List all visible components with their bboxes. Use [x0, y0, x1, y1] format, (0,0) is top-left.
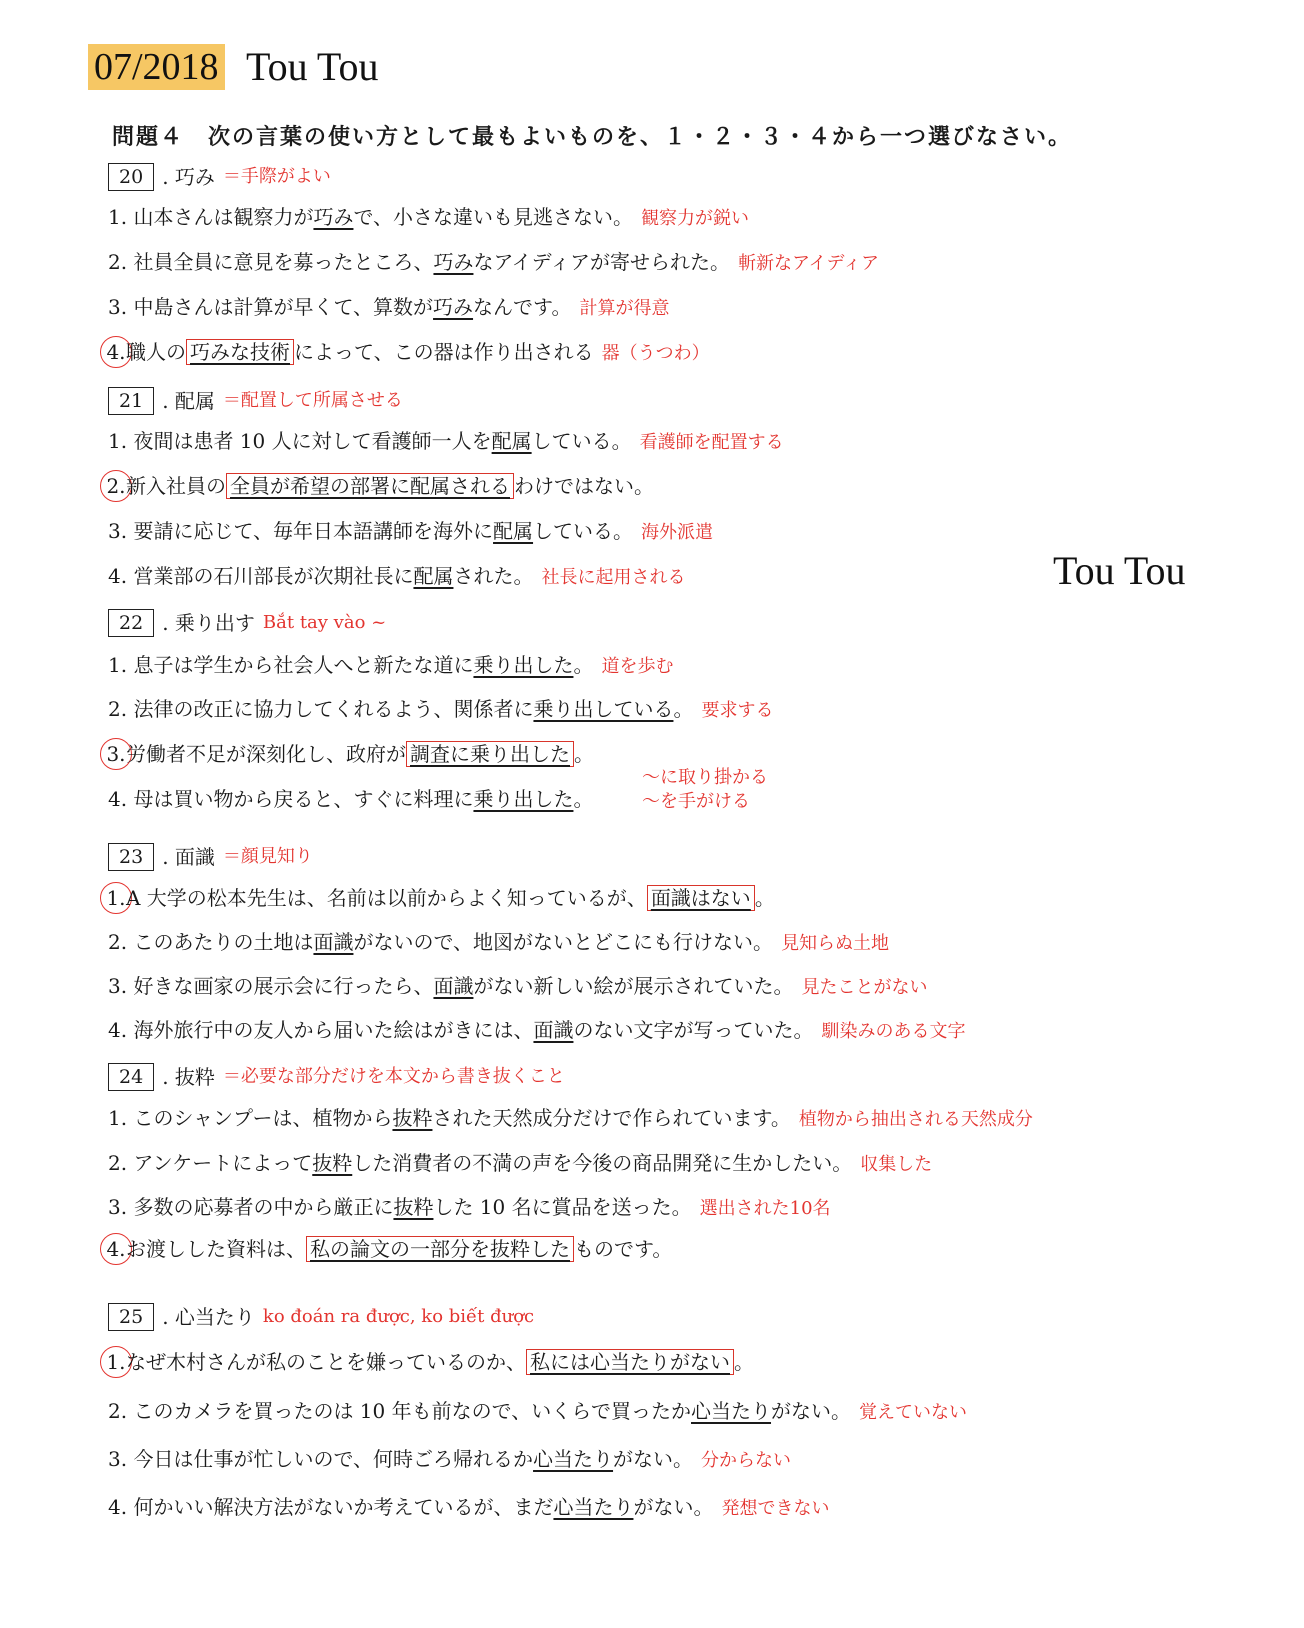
text-segment: 1. 息子は学生から社会人へと新たな道に [108, 653, 474, 677]
q25-option-4 [108, 1490, 829, 1524]
text-segment: 4. 営業部の石川部長が次期社長に [108, 564, 414, 588]
text-segment: なんです。 [473, 295, 572, 319]
text-segment: 看護師を配置する [639, 432, 784, 453]
text-segment: した消費者の不満の声を今後の商品開発に生かしたい。 [352, 1151, 853, 1175]
author-label: Tou Tou [246, 44, 379, 89]
text-segment: ものです。 [574, 1237, 673, 1261]
question-instructions: 問題４ 次の言葉の使い方として最もよいものを、１・２・３・４から一つ選びなさい。 [112, 124, 1073, 150]
text-segment: 植物から抽出される天然成分 [798, 1109, 1033, 1130]
text-segment: 発想できない [721, 1498, 830, 1519]
answer-box: 全員が希望の部署に配属される [226, 473, 514, 499]
text-segment: 3. 要請に応じて、毎年日本語講師を海外に [108, 519, 494, 543]
text-segment: した 10 名に賞品を送った。 [433, 1195, 692, 1219]
text-segment: 巧み [313, 205, 354, 229]
answer-box: 面識はない [647, 885, 755, 911]
q21-option-2-answer [108, 469, 654, 503]
text-segment: お渡しした資料は、 [126, 1237, 306, 1261]
q24-option-1 [108, 1101, 1033, 1135]
text-segment: 乗り出した [473, 787, 574, 811]
answer-circle: 1. [100, 1346, 132, 1378]
question-24-header [108, 1058, 565, 1092]
text-segment: 抜粋 [393, 1195, 434, 1219]
text-segment: 。 [573, 653, 594, 677]
text-segment: 社長に起用される [541, 567, 686, 588]
text-segment: 職人の [126, 340, 186, 364]
question-25-header [108, 1298, 534, 1332]
text-segment: された天然成分だけで作られています。 [432, 1106, 791, 1130]
text-segment: 1. 山本さんは観察力が [108, 205, 314, 229]
question-number: 25 [108, 1303, 154, 1331]
q23-option-4 [108, 1013, 965, 1047]
text-segment: A 大学の松本先生は、名前は以前からよく知っているが、 [126, 886, 647, 910]
text-segment: 要求する [701, 700, 774, 721]
text-segment: 面識 [433, 974, 474, 998]
text-segment: 巧み [433, 250, 474, 274]
q22-note-b: ～を手がける [642, 791, 750, 812]
text-segment: 選出された10名 [699, 1198, 831, 1219]
q22-option-4 [108, 782, 593, 816]
vocab-word: . 乗り出す [162, 610, 255, 635]
text-segment: 3. 中島さんは計算が早くて、算数が [108, 295, 434, 319]
question-number: 23 [108, 843, 154, 871]
question-20-header [108, 158, 331, 192]
question-23-header [108, 838, 313, 872]
text-segment: 。 [673, 697, 694, 721]
answer-box: 調査に乗り出した [406, 741, 574, 767]
definition-note: Bắt tay vào ~ [262, 611, 387, 633]
text-segment: 分からない [701, 1450, 792, 1471]
text-segment: 配属 [493, 519, 534, 543]
definition-note: ＝配置して所属させる [222, 389, 403, 411]
text-segment: がない。 [613, 1447, 694, 1471]
text-segment: している。 [531, 429, 632, 453]
text-segment: 4. 海外旅行中の友人から届いた絵はがきには、 [108, 1018, 534, 1042]
vocab-word: . 面識 [162, 844, 215, 869]
text-segment: によって、この器は作り出される [294, 340, 594, 364]
text-segment: がない。 [771, 1399, 852, 1423]
q20-option-3 [108, 290, 669, 324]
text-segment: 斬新なアイディア [738, 253, 880, 274]
question-number: 24 [108, 1063, 154, 1091]
text-segment: 馴染みのある文字 [821, 1021, 966, 1042]
text-segment: 配属 [413, 564, 454, 588]
text-segment: 覚えていない [859, 1402, 968, 1423]
q24-option-3 [108, 1190, 831, 1224]
watermark-label: Tou Tou [1053, 548, 1186, 593]
q21-option-1 [108, 424, 784, 458]
answer-circle: 4. [100, 1233, 132, 1265]
text-segment: 器（うつわ） [601, 343, 710, 364]
q21-option-4 [108, 559, 685, 593]
text-segment: 観察力が鋭い [641, 208, 750, 229]
text-segment: 。 [754, 886, 775, 910]
text-segment: 心当たり [691, 1399, 772, 1423]
text-segment: 見たことがない [801, 977, 928, 998]
date-label: 07/2018 [88, 44, 225, 90]
q24-option-4-answer [108, 1232, 672, 1266]
text-segment: 見知らぬ土地 [781, 933, 890, 954]
vocab-word: . 配属 [162, 388, 215, 413]
text-segment: がない。 [633, 1495, 714, 1519]
answer-circle: 1. [100, 882, 132, 914]
text-segment: わけではない。 [514, 474, 654, 498]
q22-note-a: ～に取り掛かる [642, 767, 768, 788]
text-segment: 。 [734, 1350, 754, 1374]
text-segment: 面識 [313, 930, 354, 954]
text-segment: された。 [453, 564, 534, 588]
text-segment: がないので、地図がないとどこにも行けない。 [353, 930, 774, 954]
text-segment: なぜ木村さんが私のことを嫌っているのか、 [126, 1350, 526, 1374]
text-segment: 1. このシャンプーは、植物から [108, 1106, 393, 1130]
text-segment: 4. 母は買い物から戻ると、すぐに料理に [108, 787, 474, 811]
answer-circle: 3. [100, 738, 132, 770]
answer-box: 私の論文の一部分を抜粋した [306, 1236, 574, 1262]
text-segment: 新入社員の [126, 474, 226, 498]
answer-circle: 4. [100, 336, 132, 368]
text-segment: 3. 多数の応募者の中から厳正に [108, 1195, 394, 1219]
q22-option-1 [108, 648, 673, 682]
q25-option-3 [108, 1442, 791, 1476]
text-segment: 面識 [533, 1018, 574, 1042]
text-segment: 労働者不足が深刻化し、政府が [126, 742, 406, 766]
question-22-header [108, 604, 386, 638]
q20-option-2 [108, 245, 879, 279]
text-segment: なアイディアが寄せられた。 [473, 250, 731, 274]
text-segment: 心当たり [553, 1495, 634, 1519]
text-segment: 。 [573, 787, 594, 811]
answer-circle: 2. [100, 470, 132, 502]
text-segment: で、小さな違いも見逃さない。 [353, 205, 634, 229]
text-segment: 2. 法律の改正に協力してくれるよう、関係者に [108, 697, 534, 721]
question-number: 20 [108, 163, 154, 191]
text-segment: 乗り出した [473, 653, 574, 677]
q25-option-2 [108, 1394, 967, 1428]
text-segment: 海外派遣 [641, 522, 714, 543]
text-segment: 心当たり [533, 1447, 614, 1471]
answer-box: 私には心当たりがない [526, 1349, 734, 1375]
text-segment: 抜粋 [392, 1106, 433, 1130]
text-segment: 道を歩む [601, 656, 674, 677]
q23-option-3 [108, 969, 927, 1003]
vocab-word: . 抜粋 [162, 1064, 215, 1089]
text-segment: のない文字が写っていた。 [573, 1018, 814, 1042]
answer-box: 巧みな技術 [186, 339, 294, 365]
text-segment: 4. 何かいい解決方法がないか考えているが、まだ [108, 1495, 554, 1519]
text-segment: している。 [533, 519, 634, 543]
text-segment: 2. アンケートによって [108, 1151, 313, 1175]
question-21-header [108, 382, 403, 416]
q22-option-3-answer [108, 737, 594, 771]
text-segment: 巧み [433, 295, 474, 319]
question-number: 21 [108, 387, 154, 415]
definition-note: ＝手際がよい [222, 165, 331, 187]
q20-option-4-answer [108, 335, 710, 369]
q23-option-2 [108, 925, 889, 959]
text-segment: 2. 社員全員に意見を募ったところ、 [108, 250, 434, 274]
text-segment: 乗り出している [533, 697, 674, 721]
text-segment: 2. このあたりの土地は [108, 930, 314, 954]
definition-note: ＝必要な部分だけを本文から書き抜くこと [222, 1065, 565, 1087]
text-segment: 配属 [491, 429, 532, 453]
text-segment: 。 [574, 742, 594, 766]
text-segment: 3. 好きな画家の展示会に行ったら、 [108, 974, 434, 998]
q21-option-3 [108, 514, 713, 548]
text-segment: 3. 今日は仕事が忙しいので、何時ごろ帰れるか [108, 1447, 534, 1471]
q20-option-1 [108, 200, 749, 234]
text-segment: 抜粋 [312, 1151, 353, 1175]
definition-note: ＝顔見知り [222, 845, 313, 867]
q23-option-1-answer [108, 881, 775, 915]
vocab-word: . 巧み [162, 164, 215, 189]
q22-option-2 [108, 692, 773, 726]
question-number: 22 [108, 609, 154, 637]
text-segment: 収集した [860, 1154, 933, 1175]
q25-option-1-answer [108, 1345, 754, 1379]
text-segment: 2. このカメラを買ったのは 10 年も前なので、いくらで買ったか [108, 1399, 692, 1423]
q24-option-2 [108, 1146, 932, 1180]
text-segment: 1. 夜間は患者 10 人に対して看護師一人を [108, 429, 492, 453]
vocab-word: . 心当たり [162, 1304, 255, 1329]
definition-note: ko đoán ra được, ko biết được [262, 1305, 535, 1327]
text-segment: 計算が得意 [579, 298, 670, 319]
text-segment: がない新しい絵が展示されていた。 [473, 974, 794, 998]
